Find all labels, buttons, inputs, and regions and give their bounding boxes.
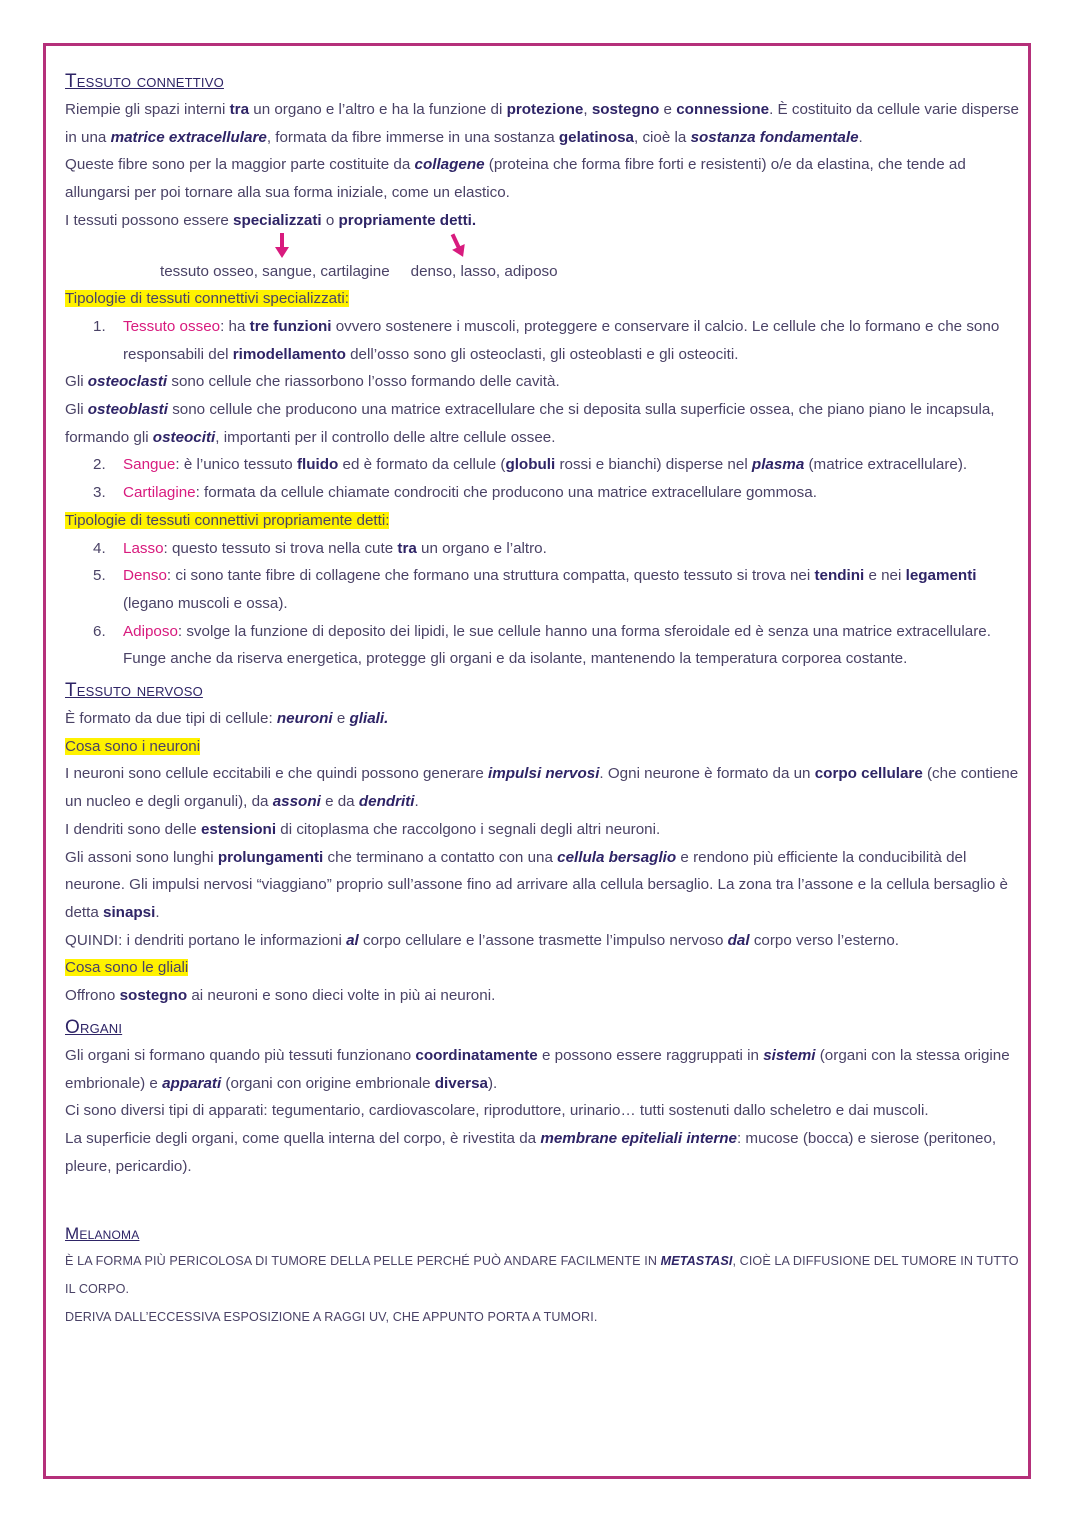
paragraph: QUINDI: i dendriti portano le informazioni al corpo cellulare e l’assone trasmette l’impulso nervoso dal corpo verso l’esterno. bbox=[65, 931, 900, 949]
subtypes-line: tessuto osseo, sangue, cartilagine denso, lasso, adiposo bbox=[160, 262, 558, 280]
section-title-nervoso: Tessuto nervoso bbox=[65, 680, 203, 702]
paragraph: DERIVA DALL’ECCESSIVA ESPOSIZIONE A RAGGI UV, CHE APPUNTO PORTA A TUMORI. bbox=[65, 1309, 598, 1324]
paragraph: Gli osteoclasti sono cellule che riassorbono l’osso formando delle cavità. bbox=[65, 373, 560, 391]
paragraph: I neuroni sono cellule eccitabili e che quindi possono generare impulsi nervosi. Ogni neurone è formato da un corpo cellulare (che contiene un nucleo e degli organuli), da assoni e da dendriti. bbox=[65, 765, 1019, 811]
paragraph: I dendriti sono delle estensioni di citoplasma che raccolgono i segnali degli altri neuroni. bbox=[65, 820, 661, 838]
document-body bbox=[65, 68, 1020, 1331]
section-title-melanoma: Melanoma bbox=[65, 1224, 140, 1244]
arrow-down-icon bbox=[275, 233, 289, 259]
paragraph: È LA FORMA PIÙ PERICOLOSA DI TUMORE DELLA PELLE PERCHÉ PUÒ ANDARE FACILMENTE IN METASTASI, CIOÈ LA DIFFUSIONE DEL TUMORE IN TUTTO IL CORPO. bbox=[65, 1254, 1019, 1297]
arrow-down-icon bbox=[446, 231, 470, 260]
list-item: 6. Adiposo: svolge la funzione di deposito dei lipidi, le sue cellule hanno una forma sferoidale ed è senza una matrice extracellulare. Funge anche da riserva energetica, protegge gli organi e da isolante, mantenendo la temperatura corporea costante. bbox=[93, 622, 991, 668]
paragraph: I tessuti possono essere specializzati o propriamente detti. bbox=[65, 211, 477, 229]
paragraph: La superficie degli organi, come quella interna del corpo, è rivestita da membrane epiteliali interne: mucose (bocca) e sierose (peritoneo, pleure, pericardio). bbox=[65, 1129, 997, 1175]
highlight-heading: Tipologie di tessuti connettivi specializzati: bbox=[65, 290, 349, 308]
paragraph: Queste fibre sono per la maggior parte costituite da collagene (proteina che forma fibre forti e resistenti) o/e da elastina, che tende ad allungarsi per poi tornare alla sua forma iniziale, come un elastico. bbox=[65, 156, 966, 202]
paragraph: Riempie gli spazi interni tra un organo e l’altro e ha la funzione di protezione, sostegno e connessione. È costituito da cellule varie disperse in una matrice extracellulare, formata da fibre immerse in una sostanza gelatinosa, cioè la sostanza fondamentale. bbox=[65, 101, 1019, 146]
list-item: 2. Sangue: è l’unico tessuto fluido ed è formato da cellule (globuli rossi e bianchi) disperse nel plasma (matrice extracellulare). bbox=[93, 456, 968, 474]
highlight-heading: Tipologie di tessuti connettivi propriamente detti: bbox=[65, 511, 390, 529]
list-item: 4. Lasso: questo tessuto si trova nella cute tra un organo e l’altro. bbox=[93, 539, 547, 557]
section-title-connettivo: Tessuto connettivo bbox=[65, 71, 224, 92]
paragraph: Gli assoni sono lunghi prolungamenti che terminano a contatto con una cellula bersaglio e rendono più efficiente la conducibilità del neurone. Gli impulsi nervosi “viaggiano” proprio sull’assone fino ad arrivare alla cellula bersaglio. La zona tra l’assone e la cellula bersaglio è detta sinapsi. bbox=[65, 848, 1008, 921]
paragraph: Ci sono diversi tipi di apparati: tegumentario, cardiovascolare, riproduttore, urinario… tutti sostenuti dallo scheletro e dai muscoli. bbox=[65, 1102, 929, 1120]
arrows-row bbox=[65, 235, 1020, 267]
highlight-heading: Cosa sono le gliali bbox=[65, 959, 189, 977]
list-item: 3. Cartilagine: formata da cellule chiamate condrociti che producono una matrice extracellulare gommosa. bbox=[93, 484, 817, 502]
highlight-heading: Cosa sono i neuroni bbox=[65, 737, 201, 755]
paragraph: Offrono sostegno ai neuroni e sono dieci volte in più ai neuroni. bbox=[65, 987, 496, 1005]
paragraph: È formato da due tipi di cellule: neuroni e gliali. bbox=[65, 710, 389, 728]
list-item: 1. Tessuto osseo: ha tre funzioni ovvero sostenere i muscoli, proteggere e conservare il calcio. Le cellule che lo formano e che sono responsabili del rimodellamento dell’osso sono gli osteoclasti, gli osteoblasti e gli osteociti. bbox=[93, 317, 1000, 363]
paragraph: Gli osteoblasti sono cellule che producono una matrice extracellulare che si deposita sulla superficie ossea, che piano piano le incapsula, formando gli osteociti, importanti per il controllo delle altre cellule ossee. bbox=[65, 401, 995, 446]
paragraph: Gli organi si formano quando più tessuti funzionano coordinatamente e possono essere raggruppati in sistemi (organi con la stessa origine embrionale) e apparati (organi con origine embrionale diversa). bbox=[65, 1046, 1010, 1092]
list-item: 5. Denso: ci sono tante fibre di collagene che formano una struttura compatta, questo tessuto si trova nei tendini e nei legamenti (legano muscoli e ossa). bbox=[93, 567, 977, 612]
section-title-organi: Organi bbox=[65, 1016, 123, 1038]
